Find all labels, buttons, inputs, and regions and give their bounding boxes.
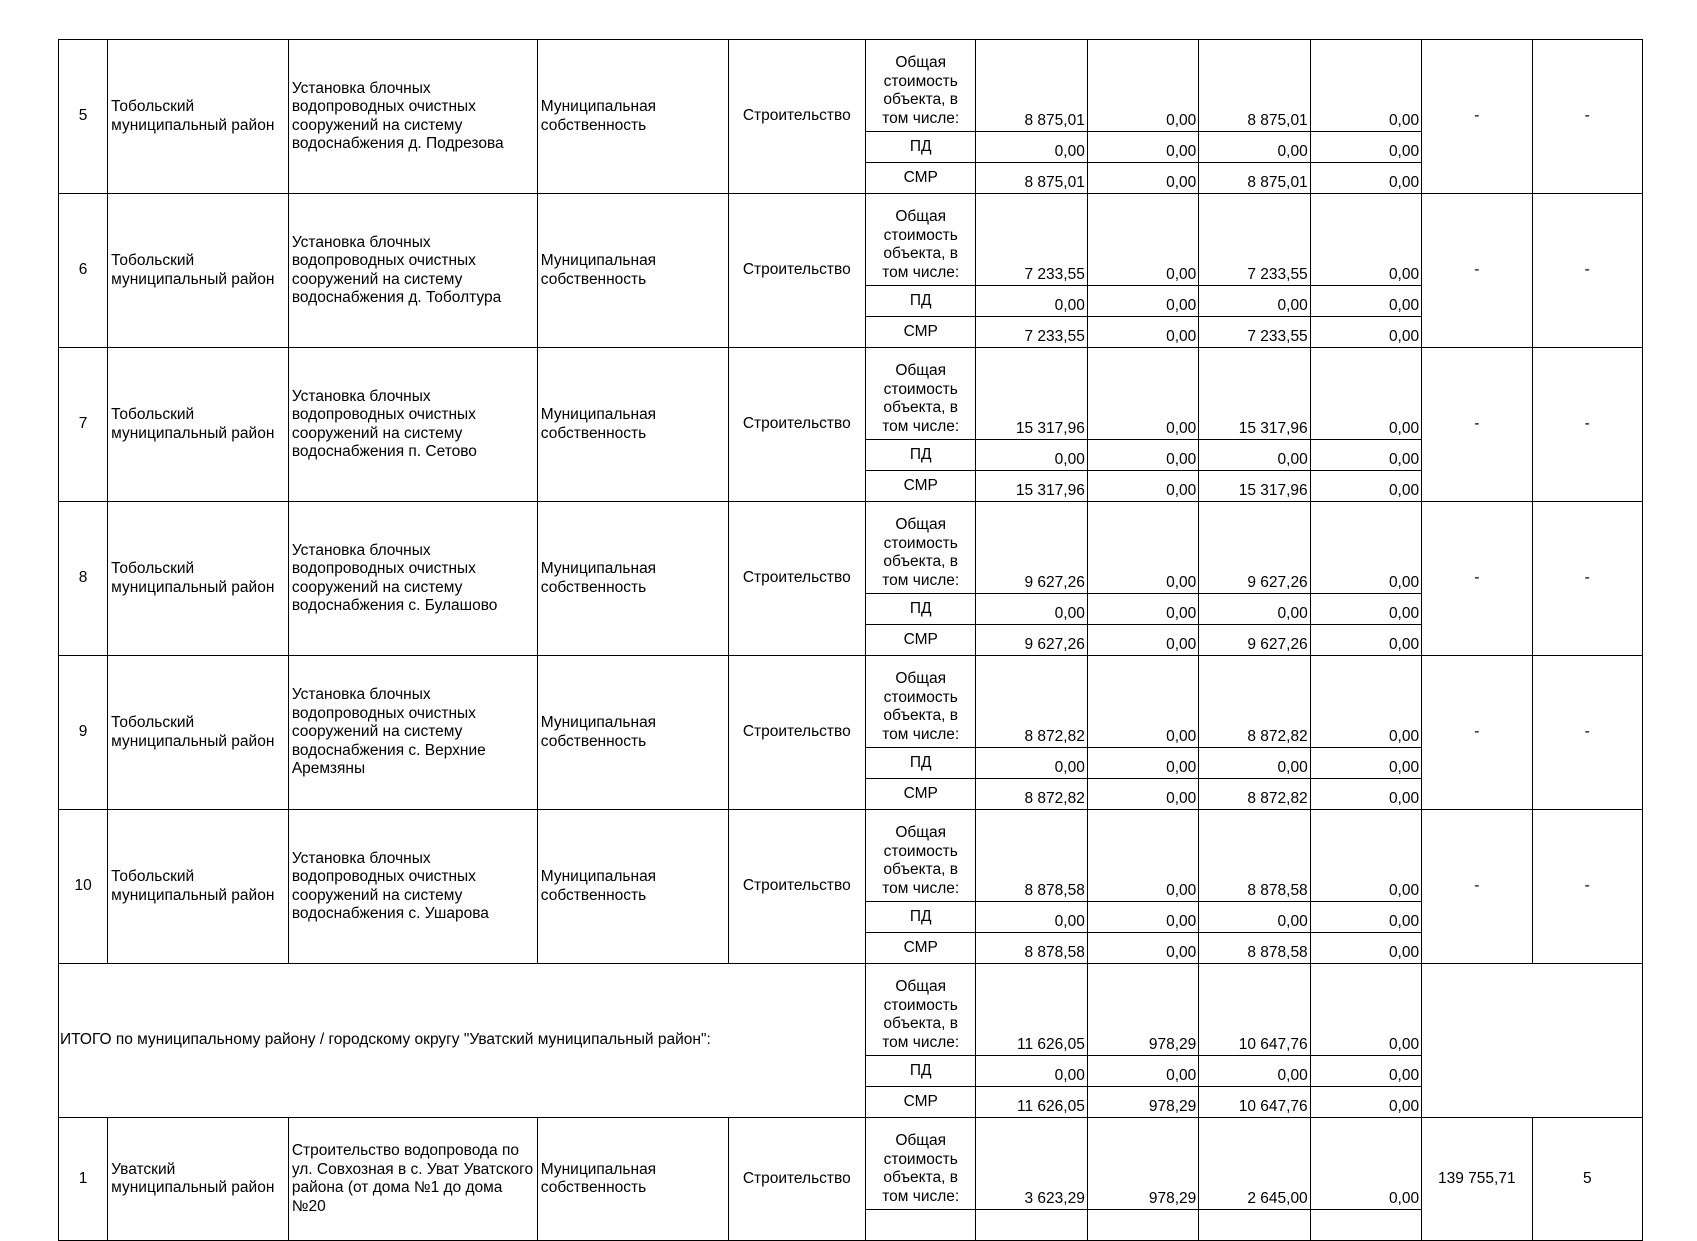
work-type-cell: Строительство [728,502,866,656]
total-cost-value: 9 627,26 [976,502,1087,594]
pd-value: 0,00 [1310,748,1421,779]
total-cost-label: Общая стоимость объекта, в том числе: [866,502,976,594]
empty-cell [1087,1210,1198,1241]
smr-value: 9 627,26 [1199,625,1310,656]
district-cell: Тобольский муниципальный район [108,40,289,194]
ownership-cell: Муниципальная собственность [537,194,728,348]
ownership-cell: Муниципальная собственность [537,502,728,656]
subtotal-smr-value: 978,29 [1087,1087,1198,1118]
smr-value: 8 878,58 [976,933,1087,964]
object-name-cell: Установка блочных водопроводных очистных сооружений на систему водоснабжения с. Ушарова [288,810,537,964]
table-row [59,810,1643,902]
district-cell: Тобольский муниципальный район [108,810,289,964]
total-cost-label: Общая стоимость объекта, в том числе: [866,964,976,1056]
total-cost-value: 3 623,29 [976,1118,1087,1210]
pd-value: 0,00 [1310,440,1421,471]
total-cost-value: 0,00 [1310,502,1421,594]
smr-value: 0,00 [1087,625,1198,656]
smr-label: СМР [866,317,976,348]
subtotal-total-value: 0,00 [1310,964,1421,1056]
pd-label: ПД [866,902,976,933]
smr-label: СМР [866,471,976,502]
total-cost-value: 8 872,82 [976,656,1087,748]
pd-value: 0,00 [1310,286,1421,317]
pd-value: 0,00 [1199,440,1310,471]
extra-value-1: - [1422,348,1532,502]
smr-value: 0,00 [1087,779,1198,810]
total-cost-value: 15 317,96 [976,348,1087,440]
total-cost-value: 8 875,01 [976,40,1087,132]
ownership-cell: Муниципальная собственность [537,656,728,810]
smr-value: 0,00 [1310,779,1421,810]
smr-value: 8 878,58 [1199,933,1310,964]
subtotal-total-value: 10 647,76 [1199,964,1310,1056]
subtotal-pd-value: 0,00 [1087,1056,1198,1087]
pd-value: 0,00 [1199,748,1310,779]
total-cost-value: 7 233,55 [1199,194,1310,286]
row-number: 9 [59,656,108,810]
smr-value: 0,00 [1310,163,1421,194]
object-name-cell: Строительство водопровода по ул. Совхозная в с. Уват Уватского района (от дома №1 до дома №20 [288,1118,537,1241]
total-cost-value: 0,00 [1310,348,1421,440]
smr-label: СМР [866,933,976,964]
total-cost-value: 0,00 [1087,40,1198,132]
smr-value: 0,00 [1087,471,1198,502]
table-row [59,40,1643,132]
district-cell: Тобольский муниципальный район [108,348,289,502]
smr-value: 8 875,01 [1199,163,1310,194]
pd-value: 0,00 [976,902,1087,933]
total-cost-value: 0,00 [1087,810,1198,902]
subtotal-pd-value: 0,00 [1310,1056,1421,1087]
row-number: 1 [59,1118,108,1241]
smr-value: 0,00 [1087,163,1198,194]
empty-cell [1310,1210,1421,1241]
smr-value: 8 875,01 [976,163,1087,194]
subtotal-pd-value: 0,00 [976,1056,1087,1087]
total-cost-value: 0,00 [1087,502,1198,594]
subtotal-label: ИТОГО по муниципальному району / городскому округу "Уватский муниципальный район": [59,964,866,1118]
pd-value: 0,00 [1087,132,1198,163]
pd-label: ПД [866,440,976,471]
subtotal-smr-value: 10 647,76 [1199,1087,1310,1118]
total-cost-value: 978,29 [1087,1118,1198,1210]
total-cost-value: 8 872,82 [1199,656,1310,748]
smr-label: СМР [866,625,976,656]
extra-value-2: 5 [1532,1118,1642,1241]
pd-value: 0,00 [1310,594,1421,625]
row-number: 10 [59,810,108,964]
extra-value-2: - [1532,194,1642,348]
total-cost-label: Общая стоимость объекта, в том числе: [866,656,976,748]
smr-value: 15 317,96 [976,471,1087,502]
pd-value: 0,00 [1199,902,1310,933]
objects-table [58,39,1643,1241]
subtotal-smr-value: 0,00 [1310,1087,1421,1118]
empty-cell [1422,964,1643,1118]
smr-value: 8 872,82 [976,779,1087,810]
total-cost-label: Общая стоимость объекта, в том числе: [866,40,976,132]
pd-value: 0,00 [1199,286,1310,317]
pd-value: 0,00 [976,286,1087,317]
extra-value-2: - [1532,656,1642,810]
smr-label: СМР [866,1087,976,1118]
object-name-cell: Установка блочных водопроводных очистных сооружений на систему водоснабжения д. Тоболтура [288,194,537,348]
extra-value-1: 139 755,71 [1422,1118,1532,1241]
smr-value: 0,00 [1310,625,1421,656]
total-cost-label: Общая стоимость объекта, в том числе: [866,194,976,286]
district-cell: Уватский муниципальный район [108,1118,289,1241]
subtotal-total-value: 978,29 [1087,964,1198,1056]
extra-value-1: - [1422,194,1532,348]
pd-label: ПД [866,132,976,163]
pd-value: 0,00 [1087,286,1198,317]
pd-value: 0,00 [1087,902,1198,933]
district-cell: Тобольский муниципальный район [108,194,289,348]
pd-value: 0,00 [976,594,1087,625]
object-name-cell: Установка блочных водопроводных очистных сооружений на систему водоснабжения д. Подрезова [288,40,537,194]
smr-value: 0,00 [1087,933,1198,964]
smr-label: СМР [866,779,976,810]
row-number: 5 [59,40,108,194]
total-cost-label: Общая стоимость объекта, в том числе: [866,1118,976,1210]
pd-label: ПД [866,286,976,317]
row-number: 6 [59,194,108,348]
total-cost-value: 7 233,55 [976,194,1087,286]
pd-value: 0,00 [1310,902,1421,933]
pd-value: 0,00 [1310,132,1421,163]
extra-value-1: - [1422,40,1532,194]
total-cost-value: 8 878,58 [976,810,1087,902]
object-name-cell: Установка блочных водопроводных очистных сооружений на систему водоснабжения с. Верхние Аремзяны [288,656,537,810]
table-row [59,502,1643,594]
total-cost-value: 8 878,58 [1199,810,1310,902]
smr-value: 9 627,26 [976,625,1087,656]
ownership-cell: Муниципальная собственность [537,1118,728,1241]
smr-value: 8 872,82 [1199,779,1310,810]
total-cost-value: 8 875,01 [1199,40,1310,132]
total-cost-value: 0,00 [1310,40,1421,132]
work-type-cell: Строительство [728,810,866,964]
district-cell: Тобольский муниципальный район [108,656,289,810]
pd-value: 0,00 [1087,594,1198,625]
pd-value: 0,00 [976,748,1087,779]
empty-cell [866,1210,976,1241]
subtotal-row [59,964,1643,1056]
total-cost-value: 9 627,26 [1199,502,1310,594]
total-cost-label: Общая стоимость объекта, в том числе: [866,810,976,902]
row-number: 8 [59,502,108,656]
extra-value-1: - [1422,656,1532,810]
work-type-cell: Строительство [728,1118,866,1241]
total-cost-value: 0,00 [1087,348,1198,440]
object-name-cell: Установка блочных водопроводных очистных сооружений на систему водоснабжения п. Сетово [288,348,537,502]
total-cost-value: 15 317,96 [1199,348,1310,440]
table-row [59,194,1643,286]
pd-value: 0,00 [1199,594,1310,625]
extra-value-1: - [1422,810,1532,964]
total-cost-value: 0,00 [1087,194,1198,286]
ownership-cell: Муниципальная собственность [537,810,728,964]
subtotal-pd-value: 0,00 [1199,1056,1310,1087]
extra-value-2: - [1532,810,1642,964]
smr-value: 0,00 [1310,471,1421,502]
empty-cell [1199,1210,1310,1241]
total-cost-value: 0,00 [1087,656,1198,748]
extra-value-2: - [1532,348,1642,502]
pd-value: 0,00 [1087,440,1198,471]
work-type-cell: Строительство [728,40,866,194]
subtotal-smr-value: 11 626,05 [976,1087,1087,1118]
document-sheet [58,54,1643,1215]
total-cost-value: 2 645,00 [1199,1118,1310,1210]
smr-value: 0,00 [1310,317,1421,348]
smr-value: 7 233,55 [976,317,1087,348]
empty-cell [976,1210,1087,1241]
ownership-cell: Муниципальная собственность [537,40,728,194]
total-cost-value: 0,00 [1310,656,1421,748]
smr-label: СМР [866,163,976,194]
pd-value: 0,00 [976,132,1087,163]
table-row [59,348,1643,440]
work-type-cell: Строительство [728,194,866,348]
ownership-cell: Муниципальная собственность [537,348,728,502]
work-type-cell: Строительство [728,348,866,502]
smr-value: 0,00 [1087,317,1198,348]
smr-value: 7 233,55 [1199,317,1310,348]
extra-value-2: - [1532,40,1642,194]
pd-value: 0,00 [1087,748,1198,779]
smr-value: 0,00 [1310,933,1421,964]
smr-value: 15 317,96 [1199,471,1310,502]
pd-label: ПД [866,594,976,625]
object-name-cell: Установка блочных водопроводных очистных сооружений на систему водоснабжения с. Булашово [288,502,537,656]
table-row [59,1118,1643,1210]
row-number: 7 [59,348,108,502]
total-cost-value: 0,00 [1310,810,1421,902]
extra-value-1: - [1422,502,1532,656]
total-cost-label: Общая стоимость объекта, в том числе: [866,348,976,440]
extra-value-2: - [1532,502,1642,656]
table-row [59,656,1643,748]
pd-value: 0,00 [976,440,1087,471]
pd-value: 0,00 [1199,132,1310,163]
total-cost-value: 0,00 [1310,194,1421,286]
subtotal-total-value: 11 626,05 [976,964,1087,1056]
pd-label: ПД [866,748,976,779]
total-cost-value: 0,00 [1310,1118,1421,1210]
district-cell: Тобольский муниципальный район [108,502,289,656]
pd-label: ПД [866,1056,976,1087]
work-type-cell: Строительство [728,656,866,810]
